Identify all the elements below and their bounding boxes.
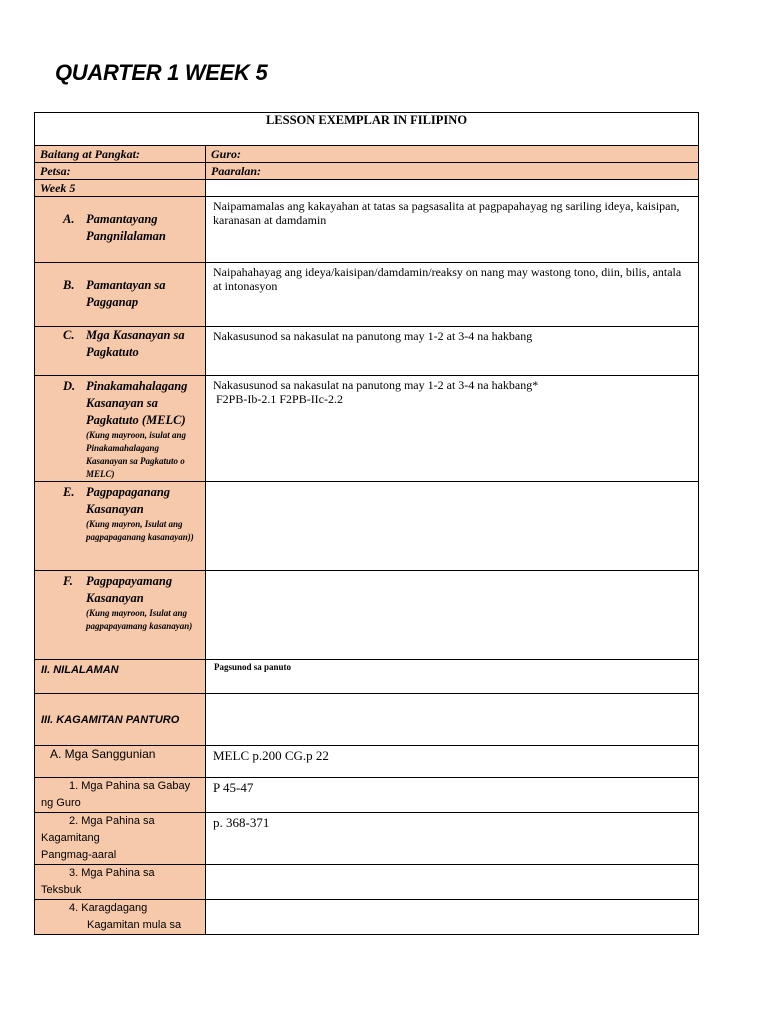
row-e-note: (Kung mayron, Isulat ang pagpapaganang kasanayan)) (86, 519, 194, 542)
row-f-note: (Kung mayroon, Isulat ang pagpapayamang kasanayan) (86, 608, 193, 631)
row-e-value (206, 482, 698, 486)
quarter-week-heading: QUARTER 1 WEEK 5 (55, 60, 268, 85)
school-label: Paaralan: (211, 164, 262, 178)
week-row (35, 180, 699, 197)
teksbuk-row (35, 865, 699, 900)
row-d-label: D. Pinakamahalagang Kasanayan sa Pagkatuto (MELC) (Kung mayroon, isulat ang Pinakamahalagang Kasanayan sa Pagkatuto o MELC) (35, 376, 205, 481)
row-e-label: E. Pagpapaganang Kasanayan (Kung mayron, Isulat ang pagpapaganang kasanayan)) (35, 482, 205, 544)
grade-label: Baitang at Pangkat: (40, 147, 141, 161)
nilalaman-label: II. NILALAMAN (41, 664, 119, 676)
row-a (35, 197, 699, 263)
week-label: Week 5 (40, 181, 76, 195)
row-d-codes: F2PB-Ib-2.1 F2PB-IIc-2.2 (213, 392, 344, 406)
sanggunian-value: MELC p.200 CG.p 22 (213, 748, 329, 763)
row-b-value: Naipahahayag ang ideya/kaisipan/damdamin/reaksy on nang may wastong tono, diin, bilis, antala at intonasyon (213, 265, 682, 293)
nilalaman-row (35, 660, 699, 694)
row-b (35, 263, 699, 327)
row-d (35, 376, 699, 482)
sanggunian-label: A. Mga Sanggunian (50, 747, 156, 761)
row-f-label: F. Pagpapayamang Kasanayan (Kung mayroon, Isulat ang pagpapayamang kasanayan) (35, 571, 205, 633)
row-d-note: (Kung mayroon, isulat ang Pinakamahalagang Kasanayan sa Pagkatuto o MELC) (86, 430, 187, 479)
teacher-label: Guro: (211, 147, 242, 161)
title-row (35, 113, 699, 146)
row-a-value: Naipamamalas ang kakayahan at tatas sa pagsasalita at pagpapahayag ng sariling ideya, kaisipan, karanasan at damdamin (213, 199, 680, 227)
table-title: LESSON EXEMPLAR IN FILIPINO (35, 113, 699, 146)
lesson-exemplar-table (34, 112, 699, 935)
karagdagang-row (35, 900, 699, 935)
kagamitan-row (35, 694, 699, 746)
karagdagang-label: 4. Karagdagang Kagamitan mula sa (69, 902, 182, 931)
row-e (35, 482, 699, 571)
row-c-label: C. Mga Kasanayan sa Pagkatuto (63, 328, 185, 359)
teksbuk-label: 3. Mga Pahina sa Teksbuk (41, 867, 155, 896)
nilalaman-value: Pagsunod sa panuto (214, 662, 292, 672)
kagamitang-row (35, 813, 699, 865)
sanggunian-row (35, 746, 699, 778)
row-a-label: A. Pamantayang Pangnilalaman (63, 212, 166, 243)
gabay-label: 1. Mga Pahina sa Gabay ng Guro (41, 780, 191, 809)
kagamitang-value: p. 368-371 (213, 815, 270, 830)
date-school-row (35, 163, 699, 180)
gabay-row (35, 778, 699, 813)
teksbuk-value (206, 865, 698, 869)
grade-teacher-row (35, 146, 699, 163)
row-d-value: Nakasusunod sa nakasulat na panutong may 1-2 at 3-4 na hakbang* (213, 378, 539, 392)
kagamitan-label: III. KAGAMITAN PANTURO (41, 714, 180, 726)
row-f-value (206, 571, 698, 575)
date-label: Petsa: (40, 164, 71, 178)
row-f (35, 571, 699, 660)
karagdagang-value (206, 900, 698, 904)
kagamitang-label: 2. Mga Pahina sa Kagamitang Pangmag-aaral (41, 815, 155, 861)
row-c-value: Nakasusunod sa nakasulat na panutong may 1-2 at 3-4 na hakbang (213, 329, 533, 343)
gabay-value: P 45-47 (213, 780, 254, 795)
row-c (35, 327, 699, 376)
row-b-label: B. Pamantayan sa Pagganap (63, 278, 166, 309)
